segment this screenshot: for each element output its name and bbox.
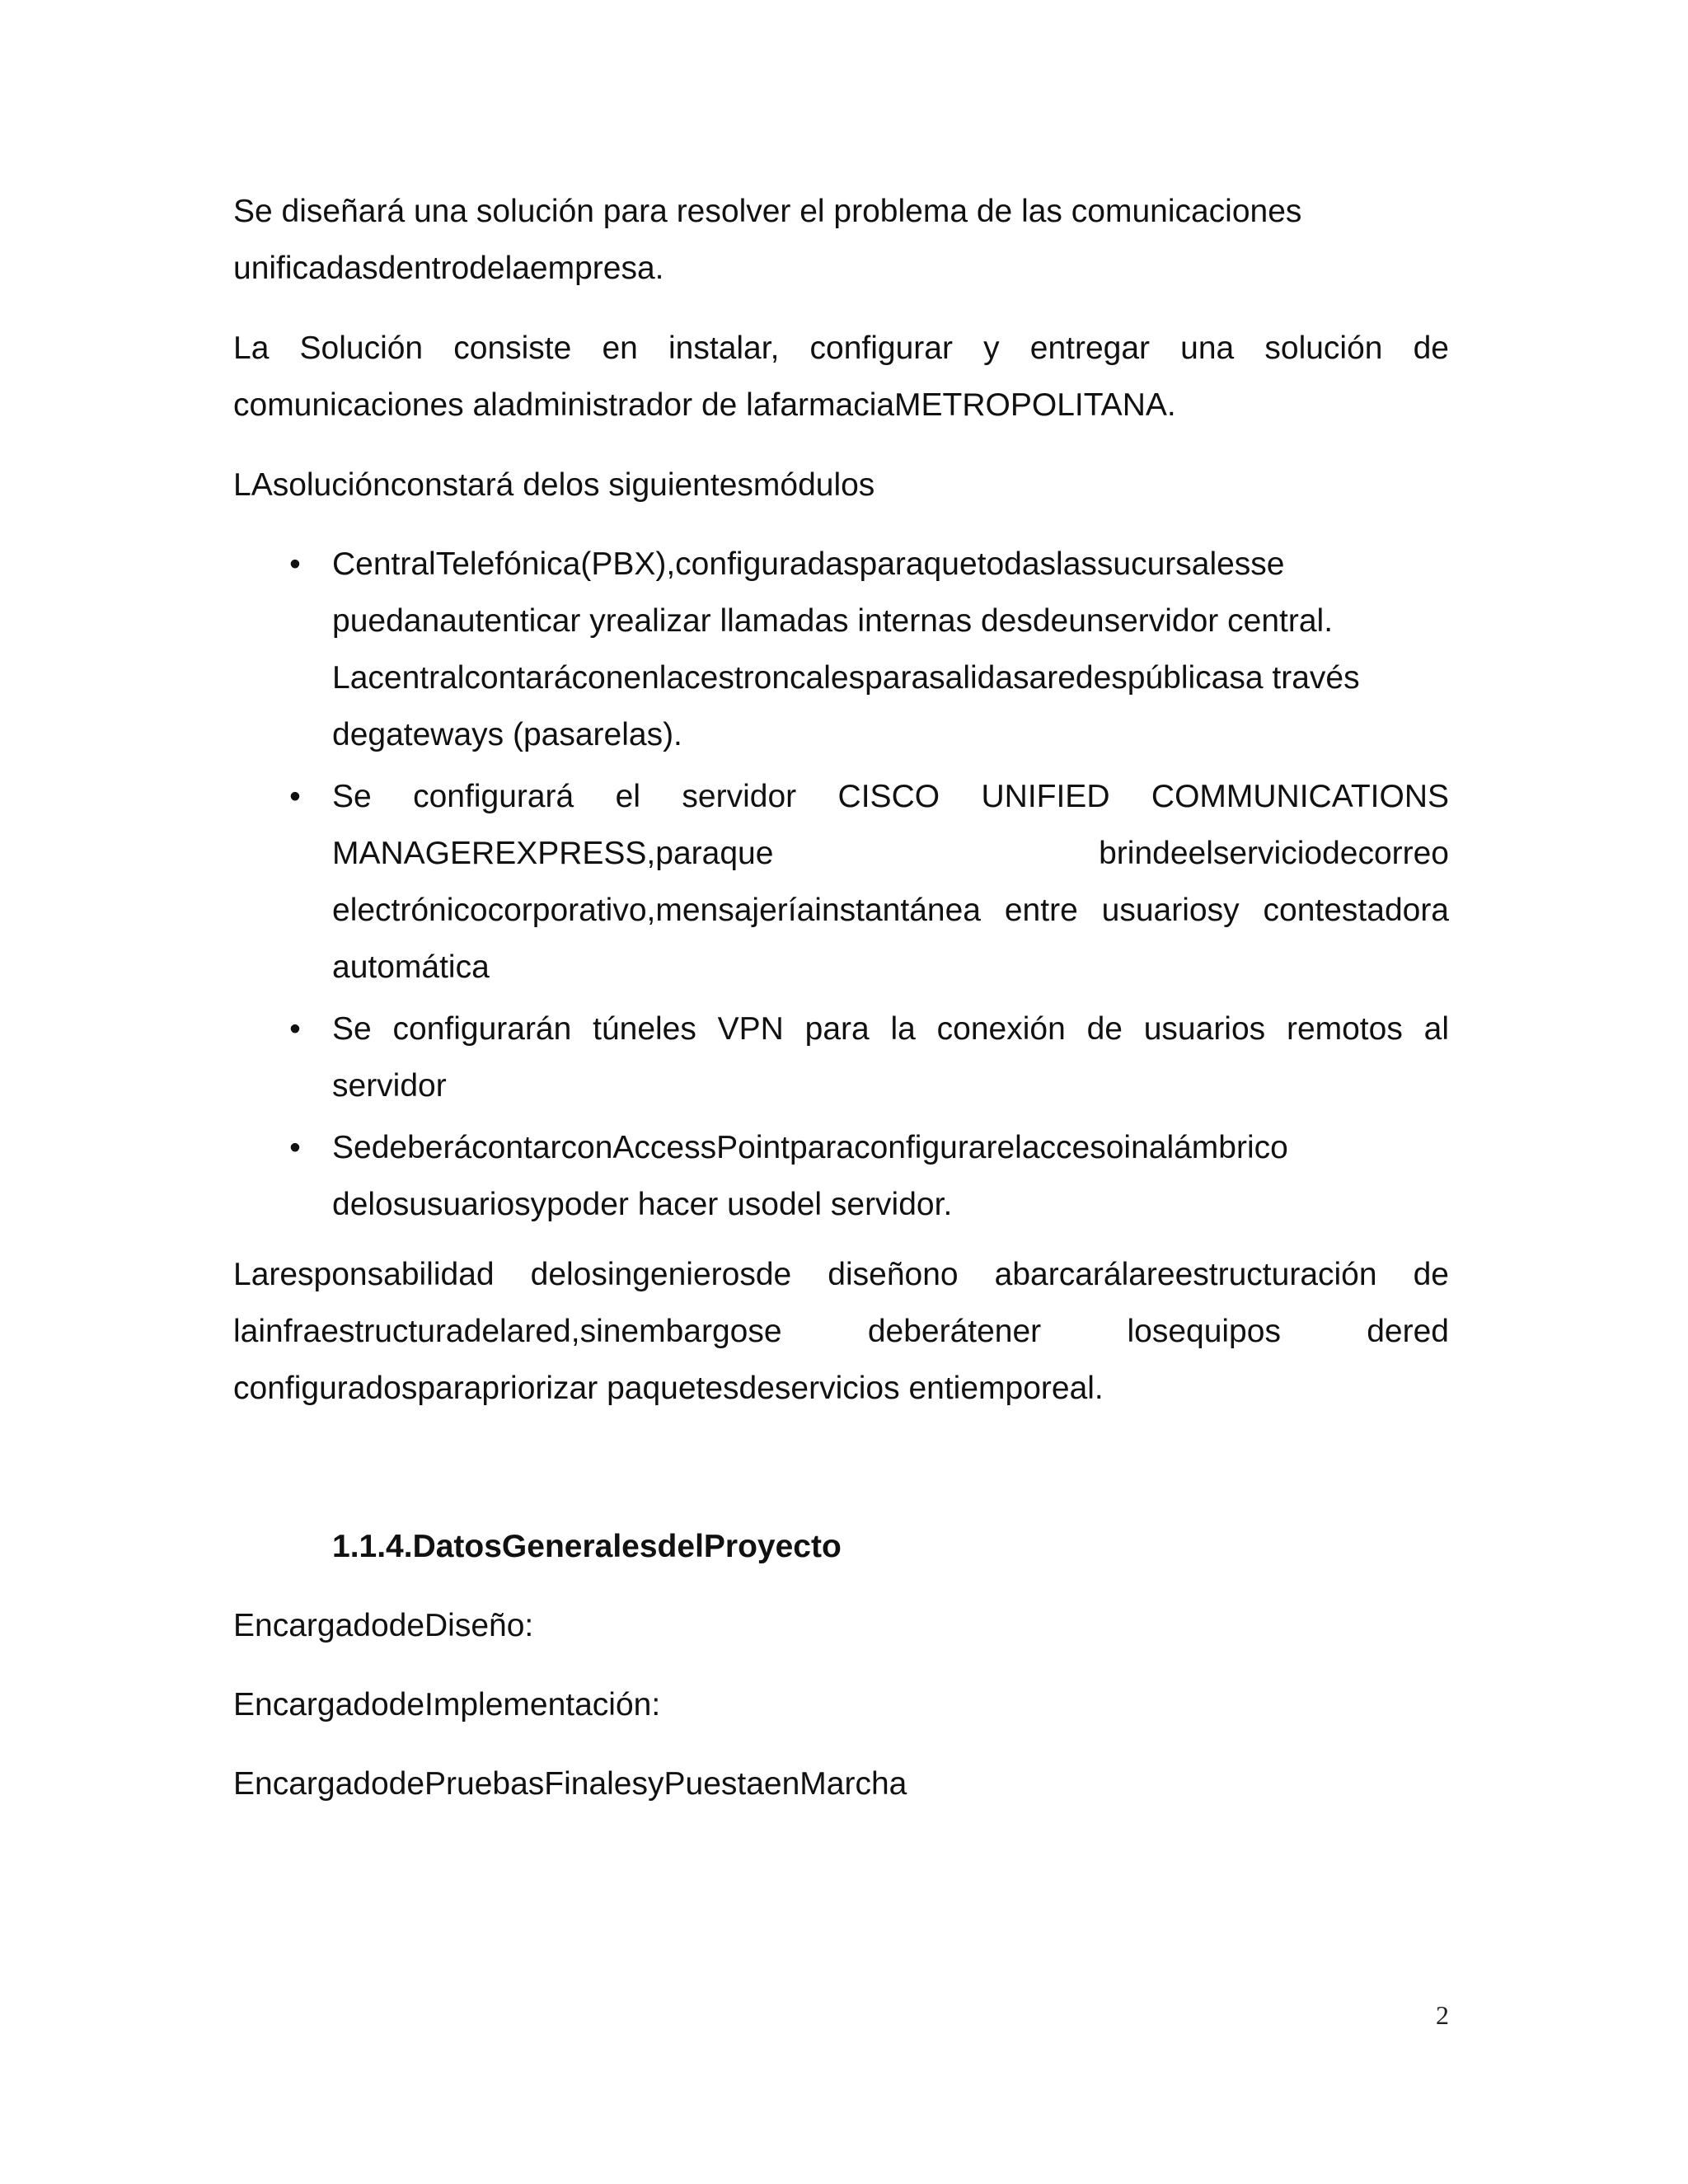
module-text xyxy=(332,768,1449,996)
module-text xyxy=(332,536,1449,763)
modules-list xyxy=(233,536,1449,1238)
bullet-icon: • xyxy=(289,1130,301,1165)
solution-paragraph xyxy=(233,320,1449,434)
module-line: delosusuariosypoder hacer usodel servidor. xyxy=(332,1187,953,1222)
module-text xyxy=(332,1001,1449,1114)
solution-line-1: La Solución consiste en instalar, configurar y entregar una solución de xyxy=(233,330,1449,366)
module-line: automática xyxy=(332,949,490,985)
module-line: Se configurará el servidor CISCO UNIFIED COMMUNICATIONS xyxy=(332,779,1449,814)
module-line: MANAGEREXPRESS,paraque brindeelserviciodecorreo xyxy=(332,836,1449,871)
module-item-accesspoint xyxy=(233,1119,1449,1233)
responsibility-line-1: Laresponsabilidad delosingenierosde diseñono abarcarálareestructuración de xyxy=(233,1257,1449,1292)
module-line: servidor xyxy=(332,1068,447,1104)
module-item-cisco xyxy=(233,768,1449,996)
module-line: Lacentralcontaráconenlacestroncalesparasalidasaredespúblicasa través xyxy=(332,660,1360,696)
responsibility-paragraph xyxy=(233,1246,1449,1417)
module-line: degateways (pasarelas). xyxy=(332,717,682,752)
modules-intro: LAsoluciónconstará delos siguientesmódulos xyxy=(233,467,875,503)
intro-line-2: unificadasdentrodelaempresa. xyxy=(233,251,664,286)
bullet-icon: • xyxy=(289,1011,301,1047)
bullet-icon: • xyxy=(289,546,301,582)
intro-paragraph xyxy=(233,183,1449,297)
module-item-pbx xyxy=(233,536,1449,763)
responsibility-line-3: configuradosparapriorizar paquetesdeservicios entiemporeal. xyxy=(233,1371,1104,1406)
solution-line-2: comunicaciones aladministrador de lafarmaciaMETROPOLITANA. xyxy=(233,387,1176,423)
field-implementation: EncargadodeImplementación: xyxy=(233,1687,661,1722)
module-line: electrónicocorporativo,mensajeríainstantánea entre usuariosy contestadora xyxy=(332,893,1449,928)
module-line: puedanautenticar yrealizar llamadas internas desdeunservidor central. xyxy=(332,603,1334,639)
bullet-icon: • xyxy=(289,779,301,814)
section-heading: 1.1.4.DatosGeneralesdelProyecto xyxy=(332,1529,842,1564)
page-number: 2 xyxy=(1436,2000,1449,2030)
responsibility-line-2: lainfraestructuradelared,sinembargose deberátener losequipos dered xyxy=(233,1314,1449,1349)
module-item-vpn xyxy=(233,1001,1449,1114)
field-design: EncargadodeDiseño: xyxy=(233,1608,534,1643)
intro-line-1: Se diseñará una solución para resolver el problema de las comunicaciones xyxy=(233,194,1302,229)
field-testing: EncargadodePruebasFinalesyPuestaenMarcha xyxy=(233,1766,907,1802)
module-line: CentralTelefónica(PBX),configuradasparaquetodaslassucursalesse xyxy=(332,546,1285,582)
module-line: Se configurarán túneles VPN para la conexión de usuarios remotos al xyxy=(332,1011,1449,1047)
module-line: SedeberácontarconAccessPointparaconfigurarelaccesoinalámbrico xyxy=(332,1130,1288,1165)
module-text xyxy=(332,1119,1449,1233)
